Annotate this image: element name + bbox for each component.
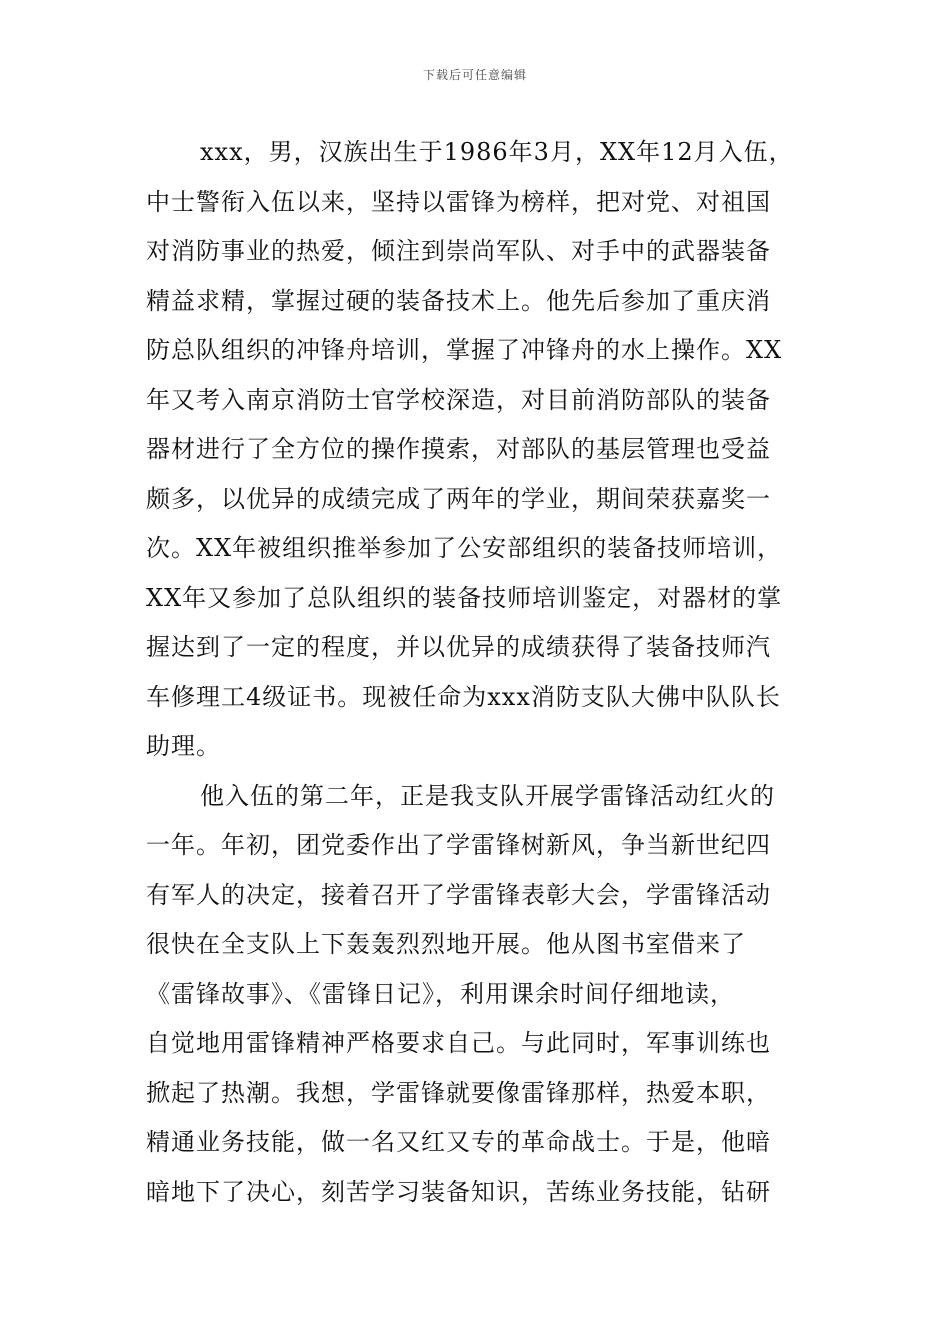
text-line: 助理。 (146, 732, 221, 760)
paragraph-2 (146, 772, 806, 1218)
text-line: 中士警衔入伍以来，坚持以雷锋为榜样，把对党、对祖国 (146, 187, 771, 216)
text-line: XX年又参加了总队组织的装备技师培训鉴定，对器材的掌 (146, 583, 783, 612)
text-line: 车修理工4级证书。现被任命为xxx消防支队大佛中队队长 (146, 682, 781, 711)
text-line: 《雷锋故事》、《雷锋日记》，利用课余时间仔细地读， (146, 979, 735, 1008)
document-body (146, 128, 806, 1217)
text-line: 一年。年初，团党委作出了学雷锋树新风，争当新世纪四 (146, 831, 771, 859)
text-line: 器材进行了全方位的操作摸索，对部队的基层管理也受益 (146, 435, 771, 463)
text-line: 防总队组织的冲锋舟培训，掌握了冲锋舟的水上操作。XX (146, 336, 783, 364)
text-line: 颇多，以优异的成绩完成了两年的学业，期间荣获嘉奖一 (146, 484, 771, 513)
text-line: 精益求精，掌握过硬的装备技术上。他先后参加了重庆消 (146, 286, 771, 315)
text-line: 暗地下了决心，刻苦学习装备知识，苦练业务技能，钻研 (146, 1177, 771, 1206)
text-line: 对消防事业的热爱，倾注到崇尚军队、对手中的武器装备 (146, 237, 771, 265)
paragraph-1 (146, 128, 806, 772)
text-line: 精通业务技能，做一名又红又专的革命战士。于是，他暗 (146, 1128, 771, 1156)
text-line: 次。XX年被组织推举参加了公安部组织的装备技师培训， (146, 534, 783, 562)
text-line: 年又考入南京消防士官学校深造，对目前消防部队的装备 (146, 385, 771, 414)
text-line: 很快在全支队上下轰轰烈烈地开展。他从图书室借来了 (146, 930, 746, 958)
text-line: 他入伍的第二年，正是我支队开展学雷锋活动红火的 (200, 781, 775, 810)
text-line: 握达到了一定的程度，并以优异的成绩获得了装备技师汽 (146, 633, 771, 661)
header-note: 下载后可任意编辑 (422, 68, 527, 82)
text-line: 自觉地用雷锋精神严格要求自己。与此同时，军事训练也 (146, 1029, 771, 1057)
text-line: 有军人的决定，接着召开了学雷锋表彰大会，学雷锋活动 (146, 880, 771, 909)
text-line: 掀起了热潮。我想，学雷锋就要像雷锋那样，热爱本职， (146, 1078, 771, 1107)
text-line: xxx，男，汉族出生于1986年3月，XX年12月入伍， (200, 138, 794, 166)
